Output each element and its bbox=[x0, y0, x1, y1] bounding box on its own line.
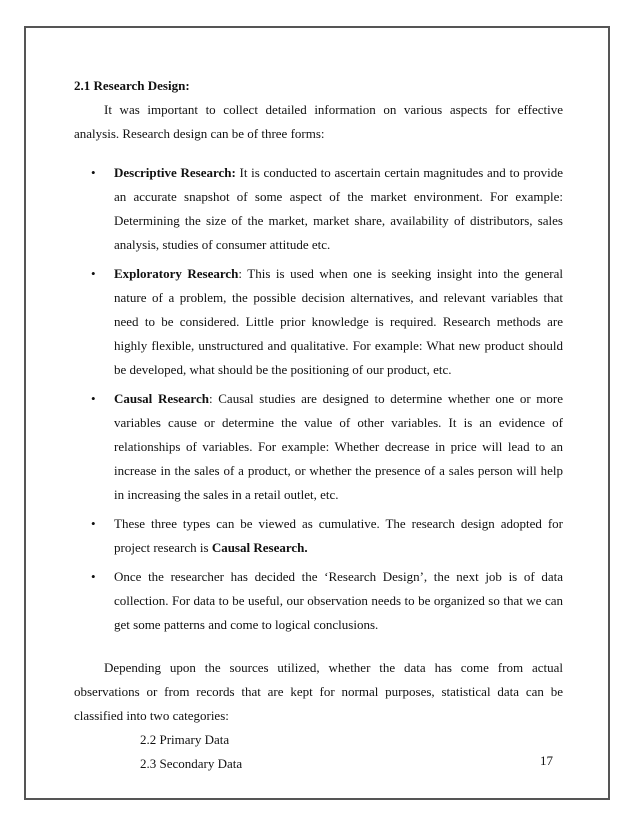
text-cumulative: These three types can be viewed as cumulative. The research design adopted for project research is bbox=[114, 516, 563, 555]
text-exploratory: : This is used when one is seeking insight into the general nature of a problem, the possible decision alternatives, and relevant variables that need to be considered. Little prior knowledge is required. Research methods are highly flexible, unstructured and qualitative. For example: What new product should be developed, what should be the positioning of our product, etc. bbox=[114, 266, 564, 377]
bullet-icon: • bbox=[91, 391, 96, 406]
research-types-list bbox=[74, 161, 563, 637]
term-causal-conclusion: Causal Research. bbox=[211, 540, 308, 555]
intro-paragraph: It was important to collect detailed information on various aspects for effective analysis. Research design can be of three forms: bbox=[74, 102, 563, 141]
bullet-icon: • bbox=[91, 266, 96, 281]
text-descriptive: It is conducted to ascertain certain magnitudes and to provide an accurate snapshot of some aspect of the market environment. For example: Determining the size of the market, market share, availability of distributors, sales analysis, studies of consumer attitude etc. bbox=[114, 165, 563, 252]
page-number: 17 bbox=[540, 753, 553, 768]
list-item-data-collection bbox=[74, 565, 563, 637]
text-data-collection: Once the researcher has decided the ‘Research Design’, the next job is of data collection. For data to be useful, our observation needs to be organized so that we can get some patterns and come to logical conclusions. bbox=[114, 569, 563, 632]
bullet-icon: • bbox=[91, 516, 96, 531]
list-item-cumulative bbox=[74, 512, 563, 560]
list-item-causal bbox=[74, 387, 563, 507]
list-item-exploratory bbox=[74, 262, 563, 382]
term-descriptive: Descriptive Research: bbox=[114, 165, 236, 180]
closing-paragraph: Depending upon the sources utilized, whether the data has come from actual observations or from records that are kept for normal purposes, statistical data can be classified into two categories: bbox=[74, 660, 563, 723]
sub-item-secondary-data: 2.3 Secondary Data bbox=[140, 756, 243, 771]
list-item-descriptive bbox=[74, 161, 563, 257]
bullet-icon: • bbox=[91, 569, 96, 584]
text-causal: : Causal studies are designed to determine whether one or more variables cause or determine the value of other variables. It is an evidence of relationships of variables. For example: Whether decrease in price will lead to an increase in the sales of a product, or whether the presence of a sales person will help in increasing the sales in a retail outlet, etc. bbox=[114, 391, 564, 502]
document-body bbox=[74, 74, 563, 776]
term-causal: Causal Research bbox=[114, 391, 209, 406]
sub-item-primary-data: 2.2 Primary Data bbox=[140, 732, 230, 747]
section-heading: 2.1 Research Design: bbox=[74, 78, 190, 93]
bullet-icon: • bbox=[91, 165, 96, 180]
term-exploratory: Exploratory Research bbox=[114, 266, 239, 281]
